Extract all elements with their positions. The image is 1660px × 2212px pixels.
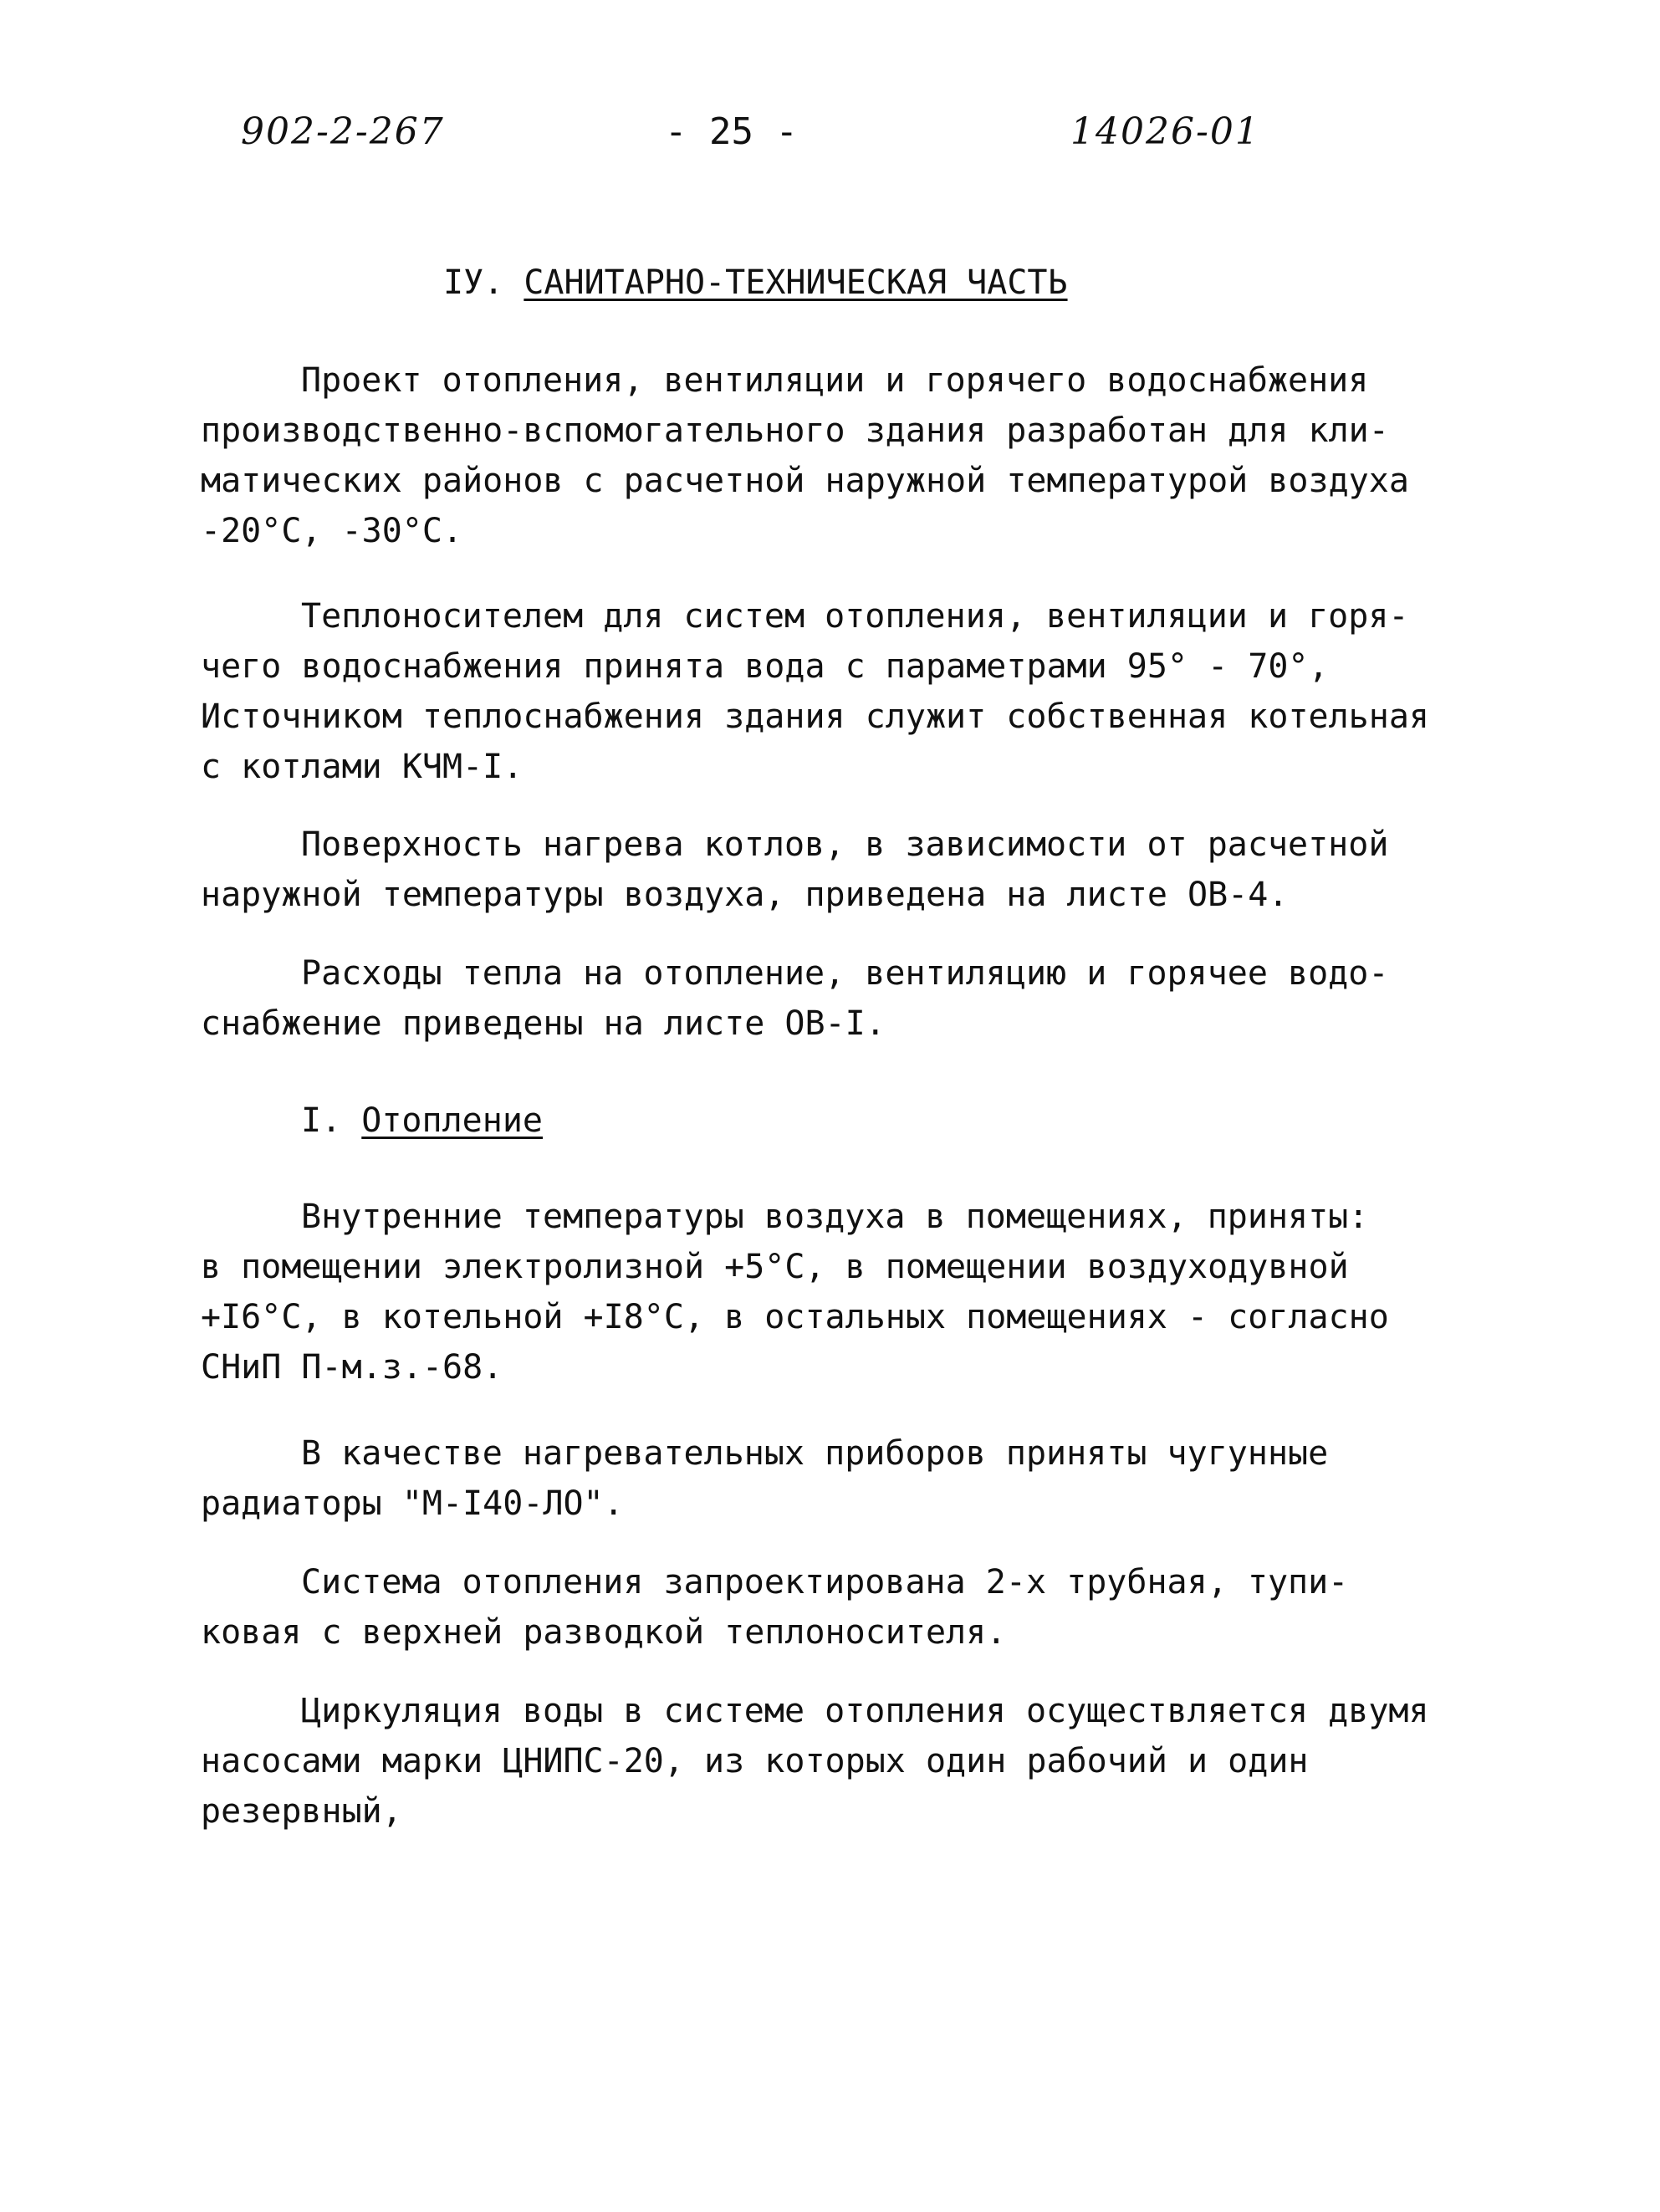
- paragraph-line: наружной температуры воздуха, приведена на листе ОВ-4.: [201, 876, 1289, 914]
- document-code-left: 902-2-267: [241, 110, 445, 153]
- page-number: - 25 -: [665, 110, 798, 153]
- paragraph-line: чего водоснабжения принята вода с параметрами 95° - 70°,: [201, 647, 1329, 686]
- paragraph-heating-devices: [201, 1428, 1472, 1529]
- paragraph-line: Расходы тепла на отопление, вентиляцию и горячее водо-: [301, 954, 1389, 993]
- paragraph-line: ковая с верхней разводкой теплоносителя.: [201, 1613, 1007, 1652]
- paragraph-heat-carrier: [201, 591, 1472, 792]
- paragraph-line: В качестве нагревательных приборов приняты чугунные: [301, 1434, 1329, 1473]
- paragraph-line: Система отопления запроектирована 2-х трубная, тупи-: [301, 1563, 1349, 1602]
- subsection-number: I.: [301, 1101, 342, 1140]
- section-heading: [443, 259, 1068, 306]
- paragraph-line: насосами марки ЦНИПС-20, из которых один рабочий и один: [201, 1742, 1309, 1780]
- paragraph-project-scope: [201, 355, 1472, 556]
- paragraph-line: СНиП П-м.з.-68.: [201, 1348, 503, 1387]
- paragraph-line: матических районов с расчетной наружной температурой воздуха: [201, 462, 1409, 500]
- section-title: САНИТАРНО-ТЕХНИЧЕСКАЯ ЧАСТЬ: [524, 263, 1068, 302]
- paragraph-line: -20°С, -30°С.: [201, 512, 463, 550]
- paragraph-line: Проект отопления, вентиляции и горячего водоснабжения: [301, 361, 1369, 400]
- paragraph-boiler-surface: [201, 820, 1472, 920]
- document-code-right: 14026-01: [1070, 110, 1260, 153]
- paragraph-line: Внутренние температуры воздуха в помещениях, приняты:: [301, 1198, 1369, 1236]
- paragraph-line: резервный,: [201, 1792, 402, 1831]
- paragraph-line: +I6°С, в котельной +I8°С, в остальных помещениях - согласно: [201, 1298, 1389, 1336]
- subsection-heading: [301, 1097, 543, 1144]
- paragraph-line: производственно-вспомогательного здания разработан для кли-: [201, 411, 1389, 450]
- subsection-title: Отопление: [361, 1101, 544, 1140]
- paragraph-line: Теплоносителем для систем отопления, вентиляции и горя-: [301, 597, 1409, 636]
- section-number: IУ.: [443, 263, 504, 302]
- paragraph-line: в помещении электролизной +5°С, в помещении воздуходувной: [201, 1248, 1349, 1286]
- paragraph-line: Циркуляция воды в системе отопления осуществляется двумя: [301, 1692, 1429, 1730]
- paragraph-line: снабжение приведены на листе ОВ-I.: [201, 1004, 886, 1043]
- paragraph-line: Поверхность нагрева котлов, в зависимости от расчетной: [301, 825, 1389, 864]
- paragraph-heat-consumption: [201, 948, 1472, 1049]
- paragraph-heating-system: [201, 1557, 1472, 1658]
- paragraph-line: Источником теплоснабжения здания служит собственная котельная: [201, 697, 1430, 736]
- paragraph-indoor-temperatures: [201, 1192, 1472, 1392]
- paragraph-water-circulation: [201, 1686, 1472, 1837]
- paragraph-line: с котлами КЧМ-I.: [201, 748, 524, 786]
- paragraph-line: радиаторы "М-I40-ЛО".: [201, 1484, 624, 1523]
